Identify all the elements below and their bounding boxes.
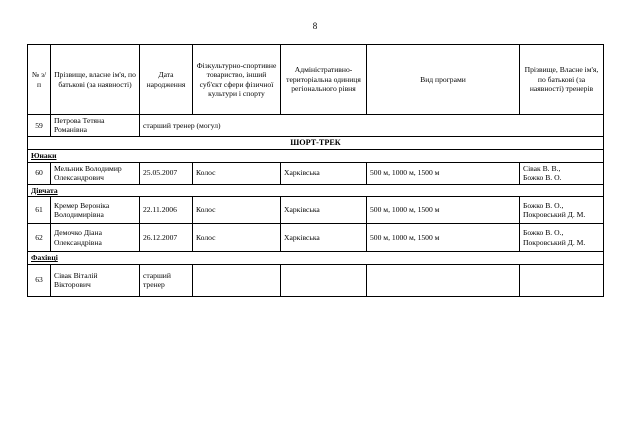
row-program: 500 м, 1000 м, 1500 м xyxy=(367,197,520,224)
row-name: Сівак Віталій Вікторович xyxy=(51,264,140,296)
row-dob: 25.05.2007 xyxy=(140,162,193,184)
group-row xyxy=(28,150,604,162)
header-program: Вид програми xyxy=(367,45,520,115)
row-org: Колос xyxy=(193,224,281,252)
group-row xyxy=(28,252,604,264)
table-row xyxy=(28,197,604,224)
coach-line-1: Божко В. О., xyxy=(523,200,564,210)
table-row xyxy=(28,162,604,184)
empty-cell xyxy=(281,264,367,296)
header-coach: Прізвище, Власне ім'я, по батькові (за наявності) тренерів xyxy=(520,45,604,115)
section-title: ШОРТ-ТРЕК xyxy=(28,136,604,149)
group-girls-text: Дівчата xyxy=(31,185,58,195)
group-label-specialists xyxy=(28,252,604,264)
header-num: № з/п xyxy=(28,45,51,115)
empty-cell xyxy=(520,264,604,296)
row-org: Колос xyxy=(193,162,281,184)
row-region: Харківська xyxy=(281,162,367,184)
coach-line-1: Божко В. О., xyxy=(523,228,564,238)
row-role: старший тренер xyxy=(140,264,193,296)
row-num: 62 xyxy=(28,224,51,252)
coach-line-2: Покровський Д. М. xyxy=(523,237,586,247)
coach-line-2: Божко В. О. xyxy=(523,173,562,183)
row-dob: 26.12.2007 xyxy=(140,224,193,252)
page-number: 8 xyxy=(312,21,318,31)
group-specialists-text: Фахівці xyxy=(31,253,58,263)
row-coach xyxy=(520,224,604,252)
row-coach xyxy=(520,197,604,224)
row-dob: 22.11.2006 xyxy=(140,197,193,224)
row-role: старший тренер (могул) xyxy=(140,115,604,137)
row-num: 60 xyxy=(28,162,51,184)
row-coach xyxy=(520,162,604,184)
table-row xyxy=(28,115,604,137)
athletes-table xyxy=(27,44,604,297)
row-num: 61 xyxy=(28,197,51,224)
header-dob: Дата народження xyxy=(140,45,193,115)
row-name: Демочко Діана Олександрівна xyxy=(51,224,140,252)
header-region: Адміністративно-територіальна одиниця регіонального рівня xyxy=(281,45,367,115)
row-name: Кремер Вероніка Володимирівна xyxy=(51,197,140,224)
section-row xyxy=(28,136,604,149)
group-label-girls xyxy=(28,184,604,196)
row-name: Петрова Тетяна Романівна xyxy=(51,115,140,137)
row-org: Колос xyxy=(193,197,281,224)
empty-cell xyxy=(367,264,520,296)
coach-line-2: Покровський Д. М. xyxy=(523,210,586,220)
table-row xyxy=(28,264,604,296)
row-name: Мельник Володимир Олександрович xyxy=(51,162,140,184)
row-num: 63 xyxy=(28,264,51,296)
row-program: 500 м, 1000 м, 1500 м xyxy=(367,162,520,184)
group-boys-text: Юнаки xyxy=(31,151,57,161)
row-num: 59 xyxy=(28,115,51,137)
group-label-boys xyxy=(28,150,604,162)
header-name: Прізвище, власне ім'я, по батькові (за наявності) xyxy=(51,45,140,115)
group-row xyxy=(28,184,604,196)
header-org: Фізкультурно-спортивне товариство, інший суб'єкт сфери фізичної культури і спорту xyxy=(193,45,281,115)
row-program: 500 м, 1000 м, 1500 м xyxy=(367,224,520,252)
header-row xyxy=(28,45,604,115)
table-row xyxy=(28,224,604,252)
row-region: Харківська xyxy=(281,197,367,224)
empty-cell xyxy=(193,264,281,296)
row-region: Харківська xyxy=(281,224,367,252)
coach-line-1: Сівак В. В., xyxy=(523,163,561,173)
